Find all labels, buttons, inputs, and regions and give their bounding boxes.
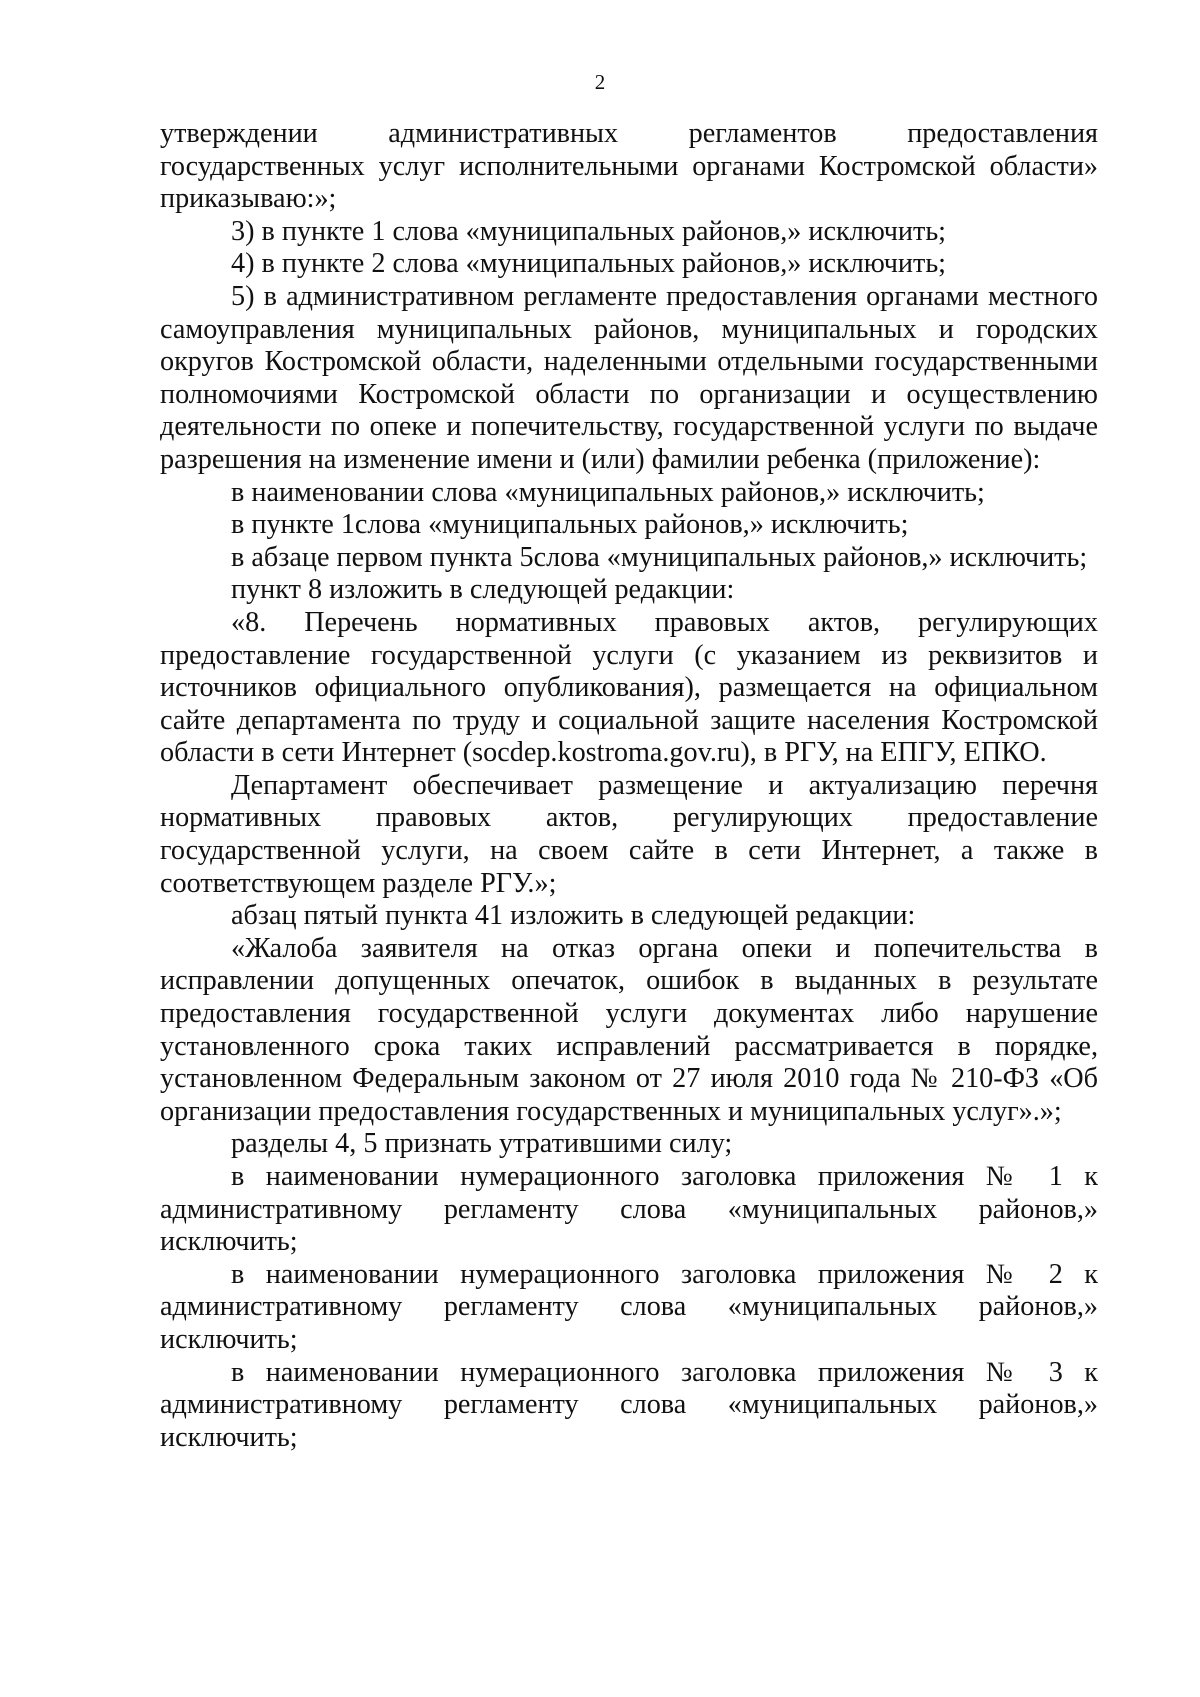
paragraph: в наименовании нумерационного заголовка приложения № 2 к административному регламенту слова «муниципальных районов,» исключить; — [160, 1258, 1098, 1355]
page-number: 2 — [594, 70, 606, 94]
paragraph: в наименовании нумерационного заголовка приложения № 1 к административному регламенту слова «муниципальных районов,» исключить; — [160, 1161, 1098, 1258]
document-body — [160, 118, 1098, 1454]
paragraph: утверждении административных регламентов предоставления государственных услуг исполнительными органами Костромской области» приказываю:»; — [160, 118, 1098, 215]
paragraph: «Жалоба заявителя на отказ органа опеки и попечительства в исправлении допущенных опечаток, ошибок в выданных в результате предоставления государственной услуги документах либо нарушение установленного срока таких исправлений рассматривается в порядке, установленном Федеральным законом от 27 июля 2010 года № 210-ФЗ «Об организации предоставления государственных и муниципальных услуг».»; — [160, 932, 1098, 1127]
paragraph: в абзаце первом пункта 5слова «муниципальных районов,» исключить; — [231, 541, 1088, 573]
paragraph: «8. Перечень нормативных правовых актов, регулирующих предоставление государственной услуги (с указанием из реквизитов и источников официального опубликования), размещается на официальном сайте департамента по труду и социальной защите населения Костромской области в сети Интернет (socdep.kostroma.gov.ru), в РГУ, на ЕПГУ, ЕПКО. — [160, 606, 1098, 769]
paragraph: Департамент обеспечивает размещение и актуализацию перечня нормативных правовых актов, регулирующих предоставление государственной услуги, на своем сайте в сети Интернет, а также в соответствующем разделе РГУ.»; — [160, 769, 1098, 899]
paragraph: 5) в административном регламенте предоставления органами местного самоуправления муниципальных районов, муниципальных и городских округов Костромской области, наделенными отдельными государственными полномочиями Костромской области по организации и осуществлению деятельности по опеке и попечительству, государственной услуги по выдаче разрешения на изменение имени и (или) фамилии ребенка (приложение): — [160, 280, 1098, 475]
paragraph: абзац пятый пункта 41 изложить в следующей редакции: — [231, 900, 916, 932]
paragraph: в пункте 1слова «муниципальных районов,» исключить; — [231, 509, 909, 541]
paragraph: разделы 4, 5 признать утратившими силу; — [231, 1128, 733, 1160]
paragraph: 3) в пункте 1 слова «муниципальных районов,» исключить; — [231, 215, 947, 247]
paragraph: 4) в пункте 2 слова «муниципальных районов,» исключить; — [231, 248, 947, 280]
paragraph: в наименовании слова «муниципальных районов,» исключить; — [231, 476, 985, 508]
paragraph: пункт 8 изложить в следующей редакции: — [231, 574, 735, 606]
paragraph: в наименовании нумерационного заголовка приложения № 3 к административному регламенту слова «муниципальных районов,» исключить; — [160, 1356, 1098, 1453]
